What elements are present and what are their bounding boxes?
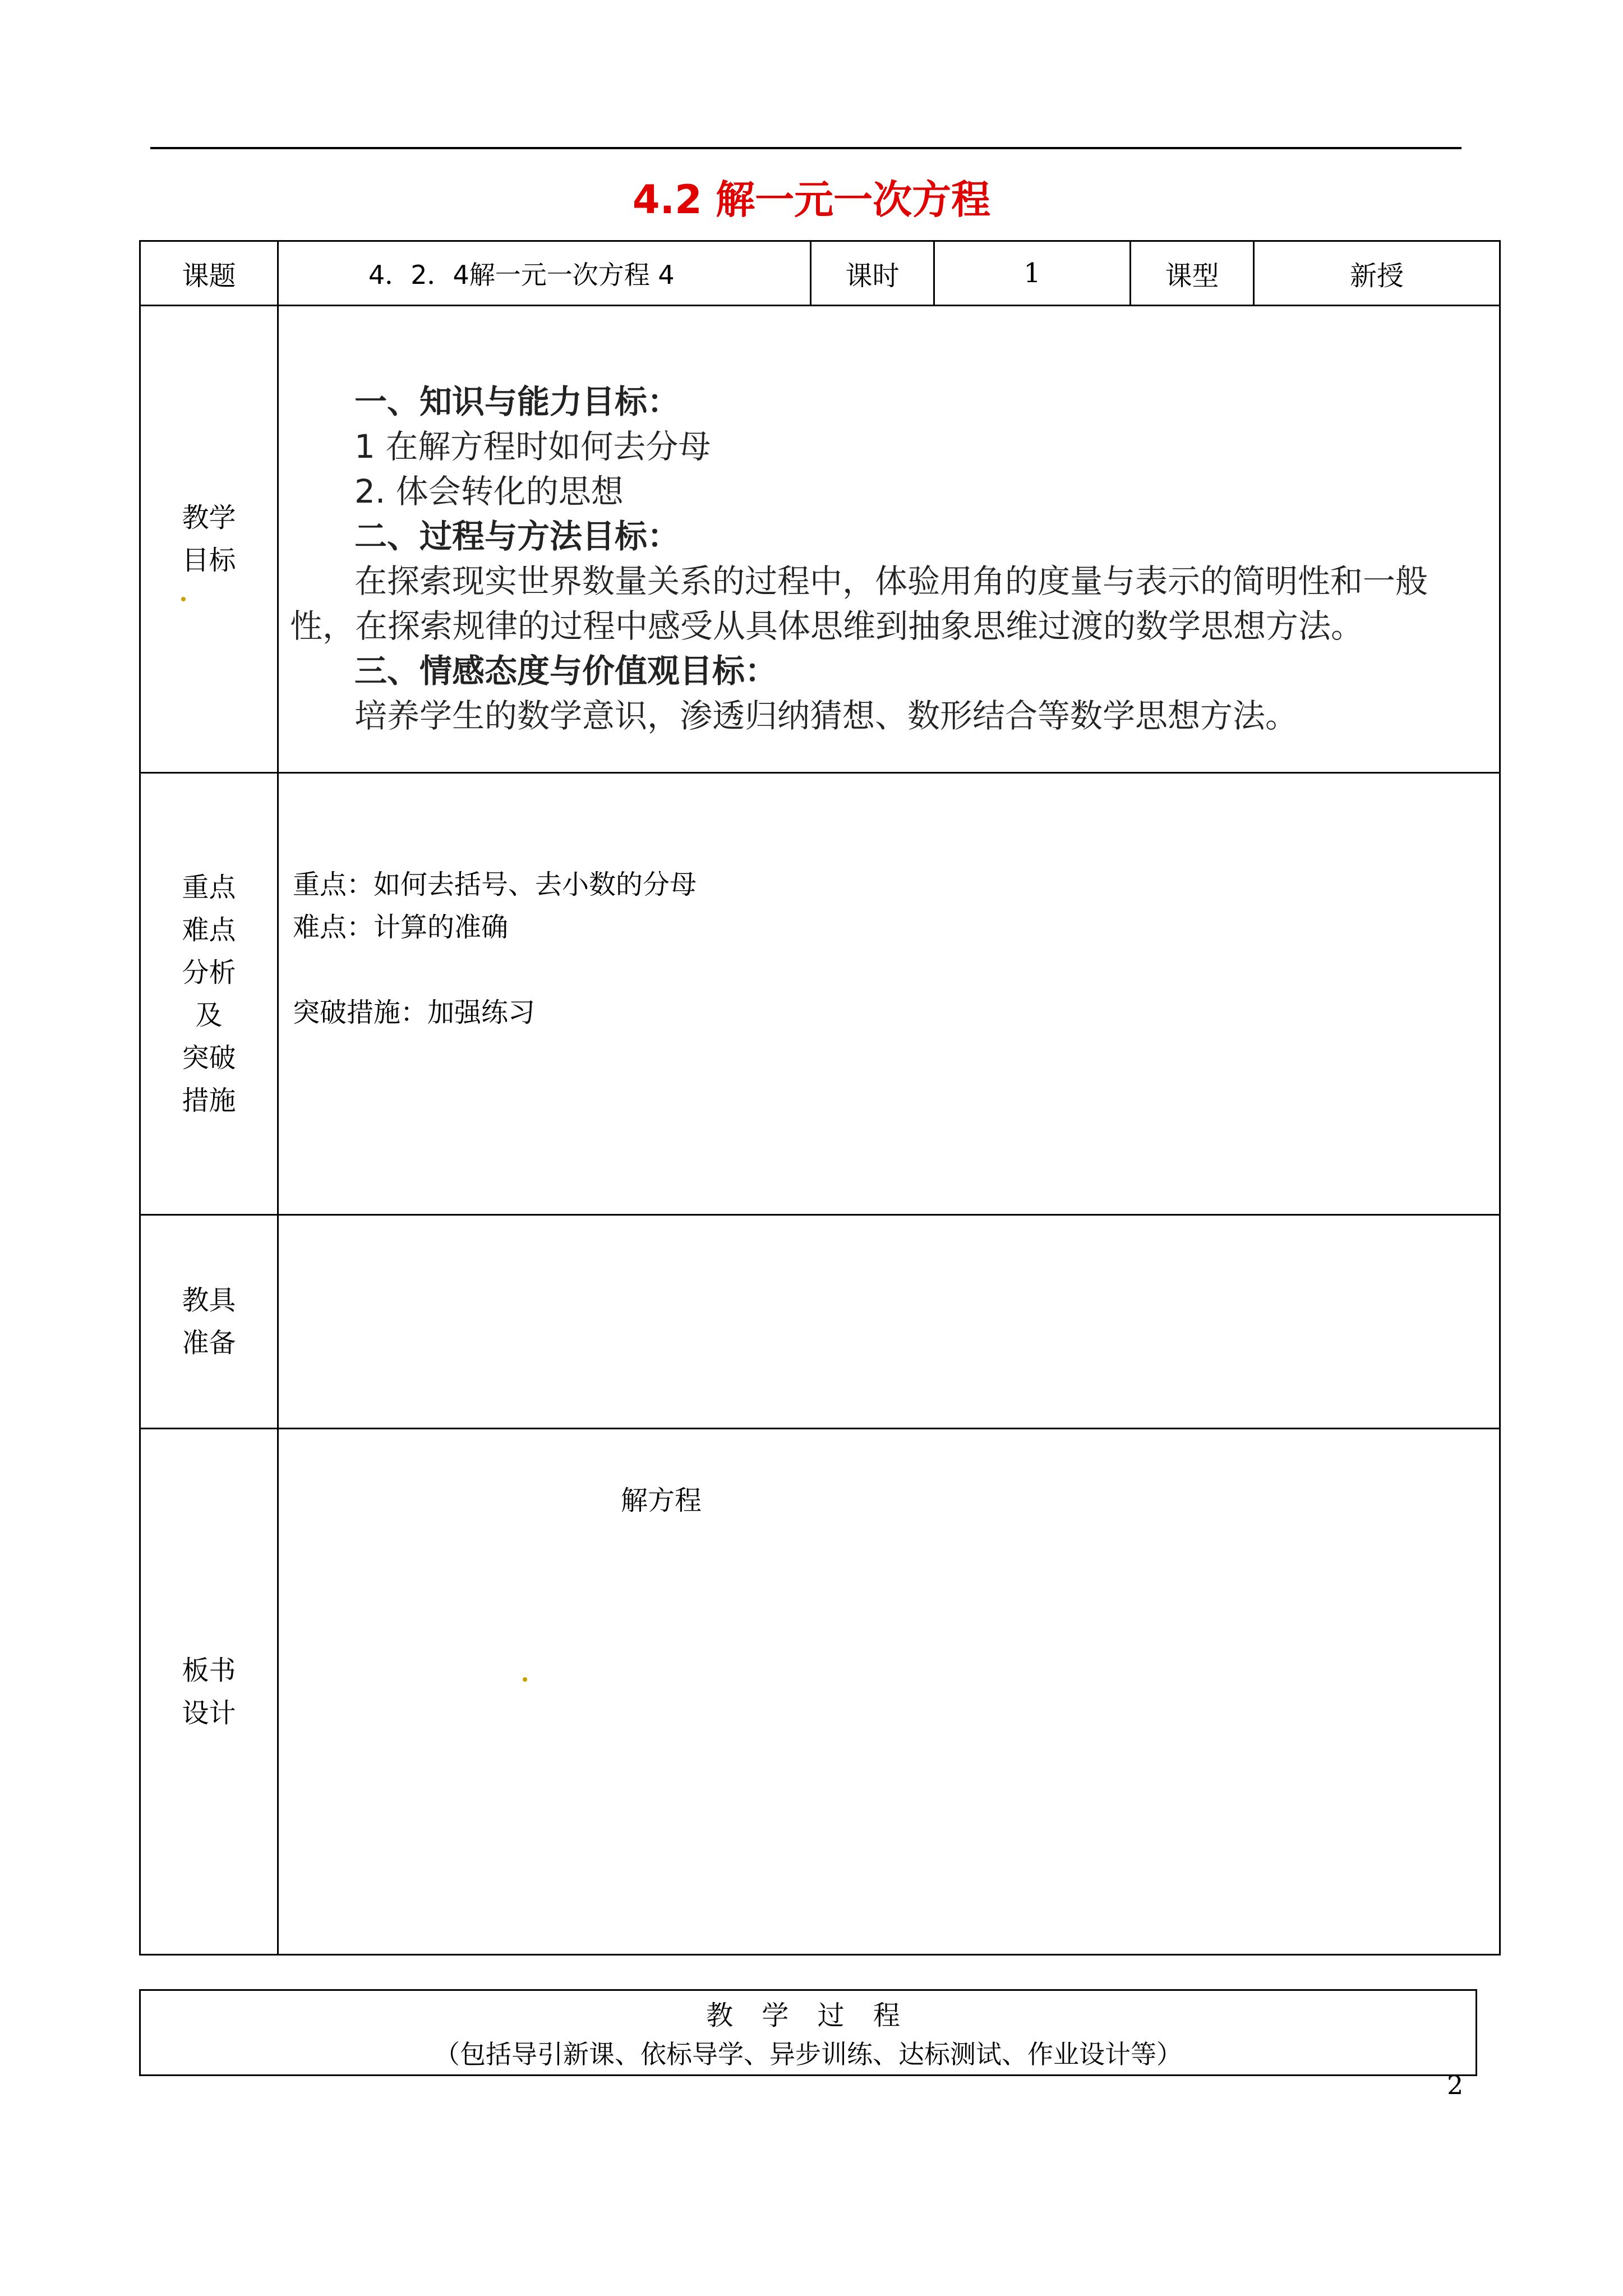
type-value: 新授	[1254, 241, 1500, 306]
page-number: 2	[1447, 2070, 1464, 2100]
stray-dot	[523, 1677, 527, 1682]
breakthrough-measures: 突破措施：加强练习	[293, 997, 536, 1028]
keypoints-label: 重点 难点 分析 及 突破 措施	[140, 773, 278, 1215]
goal-item-2: 2. 体会转化的思想	[354, 472, 624, 510]
document-title: 4.2 解一元一次方程	[632, 177, 991, 223]
goal-process-text: 在探索现实世界数量关系的过程中，体验用角的度量与表示的简明性和一般性，在探索规律的过程中感受从具体思维到抽象思维过渡的数学思想方法。	[290, 562, 1428, 645]
goals-label	[140, 306, 278, 773]
tools-row	[140, 1215, 1500, 1429]
hours-value: 1	[934, 241, 1131, 306]
goals-content	[278, 306, 1500, 773]
lesson-plan-table	[139, 240, 1501, 1955]
goal-heading-attitude: 三、情感态度与价值观目标：	[354, 652, 778, 690]
process-subtitle: （包括导引新课、依标导学、异步训练、达标测试、作业设计等）	[434, 2039, 1182, 2069]
goal-item-1: 1 在解方程时如何去分母	[354, 427, 711, 466]
stray-dot	[181, 597, 186, 601]
keypoints-row	[140, 773, 1500, 1215]
goals-label-line-2: 目标	[182, 545, 236, 576]
goal-heading-knowledge: 一、知识与能力目标：	[354, 383, 680, 421]
goals-label-line-1: 教学	[182, 502, 236, 533]
keypoints-content	[278, 773, 1500, 1215]
board-row	[140, 1429, 1500, 1955]
key-point: 重点：如何去括号、去小数的分母	[293, 869, 697, 900]
tools-content	[278, 1215, 1500, 1429]
board-content	[278, 1429, 1500, 1955]
topic-label: 课题	[140, 241, 278, 306]
teaching-process-box	[139, 1989, 1477, 2076]
topic-value: 4．2．4解一元一次方程 4	[278, 241, 811, 306]
hours-label: 课时	[811, 241, 934, 306]
header-rule	[150, 147, 1461, 149]
tools-label: 教具 准备	[140, 1215, 278, 1429]
goals-row	[140, 306, 1500, 773]
header-row	[140, 241, 1500, 306]
type-label: 课型	[1131, 241, 1254, 306]
process-title: 教 学 过 程	[706, 2000, 910, 2031]
goal-attitude-text: 培养学生的数学意识，渗透归纳猜想、数形结合等数学思想方法。	[354, 697, 1298, 735]
goal-heading-process: 二、过程与方法目标：	[354, 517, 680, 555]
board-label: 板书 设计	[140, 1429, 278, 1955]
difficult-point: 难点：计算的准确	[293, 912, 509, 943]
board-title: 解方程	[621, 1485, 702, 1516]
